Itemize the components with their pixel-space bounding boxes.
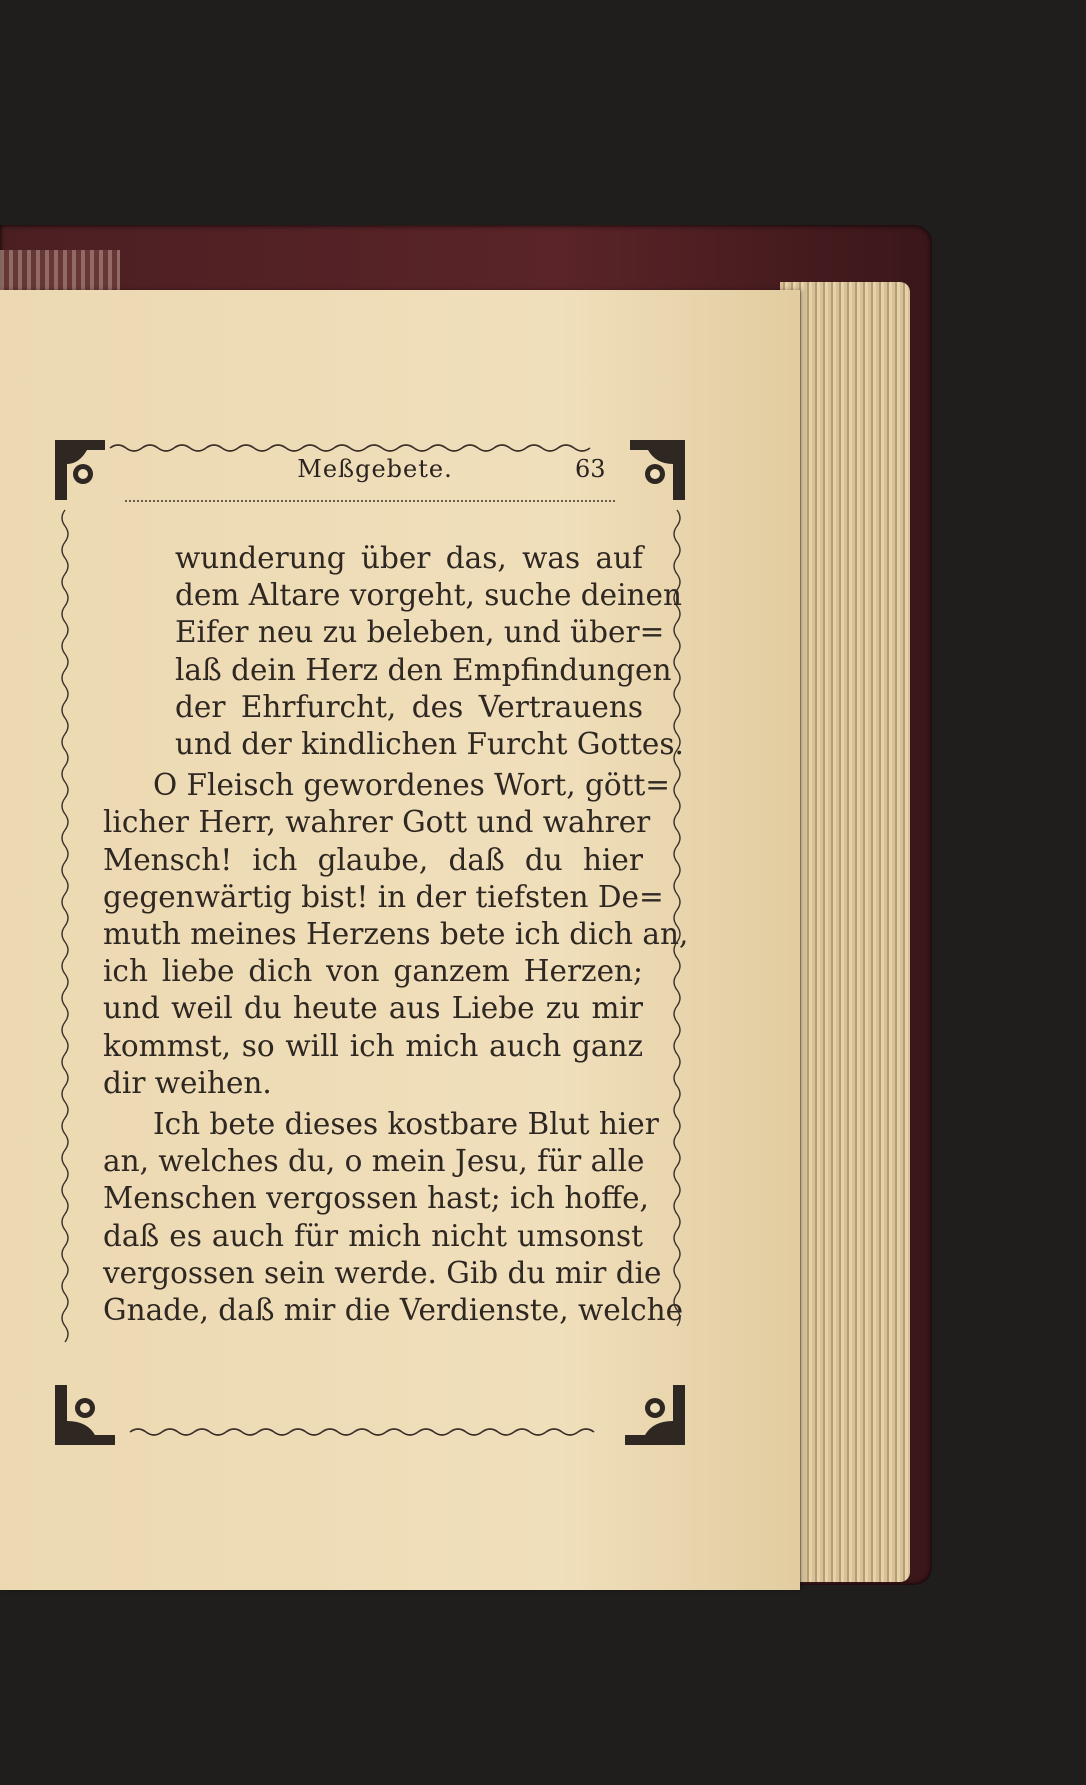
paragraph-2 bbox=[103, 767, 689, 1102]
text-line: licher Herr, wahrer Gott und wahrer bbox=[103, 805, 651, 840]
running-head: Meßgebete. bbox=[297, 455, 453, 483]
text-line: ich liebe dich von ganzem Herzen; bbox=[103, 954, 643, 989]
text-line: der Ehrfurcht, des Vertrauens bbox=[175, 689, 643, 724]
corner-ornament-bottom-right bbox=[625, 1385, 685, 1445]
text-line: und der kindlichen Furcht Gottes. bbox=[175, 727, 684, 762]
text-line bbox=[103, 1106, 659, 1143]
header-rule bbox=[125, 500, 615, 502]
text-line-content: Ich bete dieses kostbare Blut hier bbox=[153, 1107, 659, 1142]
paragraph-1 bbox=[103, 540, 684, 763]
corner-ornament-bottom-left bbox=[55, 1385, 115, 1445]
text-line-content: O Fleisch gewordenes Wort, gött= bbox=[153, 768, 671, 803]
corner-ornament-top-left bbox=[55, 440, 105, 500]
text-line: Gnade, daß mir die Verdienste, welche bbox=[103, 1293, 684, 1328]
text-line: Mensch! ich glaube, daß du hier bbox=[103, 842, 643, 877]
text-line: laß dein Herz den Empfindungen bbox=[175, 652, 672, 687]
text-line: Eifer neu zu beleben, und über= bbox=[175, 615, 665, 650]
text-line: gegenwärtig bist! in der tiefsten De= bbox=[103, 879, 664, 914]
page-header bbox=[125, 455, 615, 495]
text-line: vergossen sein werde. Gib du mir die bbox=[103, 1255, 662, 1290]
cover-wear bbox=[0, 250, 120, 290]
text-line: an, welches du, o mein Jesu, für alle bbox=[103, 1144, 645, 1179]
body-text bbox=[103, 540, 689, 1329]
text-line bbox=[103, 767, 671, 804]
corner-ornament-top-right bbox=[630, 440, 685, 500]
text-line: kommst, so will ich mich auch ganz bbox=[103, 1028, 643, 1063]
page-number: 63 bbox=[575, 455, 606, 483]
text-line: dem Altare vorgeht, suche deinen bbox=[175, 578, 683, 613]
text-line: Menschen vergossen hast; ich hoffe, bbox=[103, 1181, 649, 1216]
paragraph-3 bbox=[103, 1106, 684, 1329]
text-line: muth meines Herzens bete ich dich an, bbox=[103, 917, 689, 952]
text-line: und weil du heute aus Liebe zu mir bbox=[103, 991, 643, 1026]
text-line: daß es auch für mich nicht umsonst bbox=[103, 1218, 643, 1253]
text-line: wunderung über das, was auf bbox=[175, 541, 643, 575]
text-line: dir weihen. bbox=[103, 1065, 272, 1100]
